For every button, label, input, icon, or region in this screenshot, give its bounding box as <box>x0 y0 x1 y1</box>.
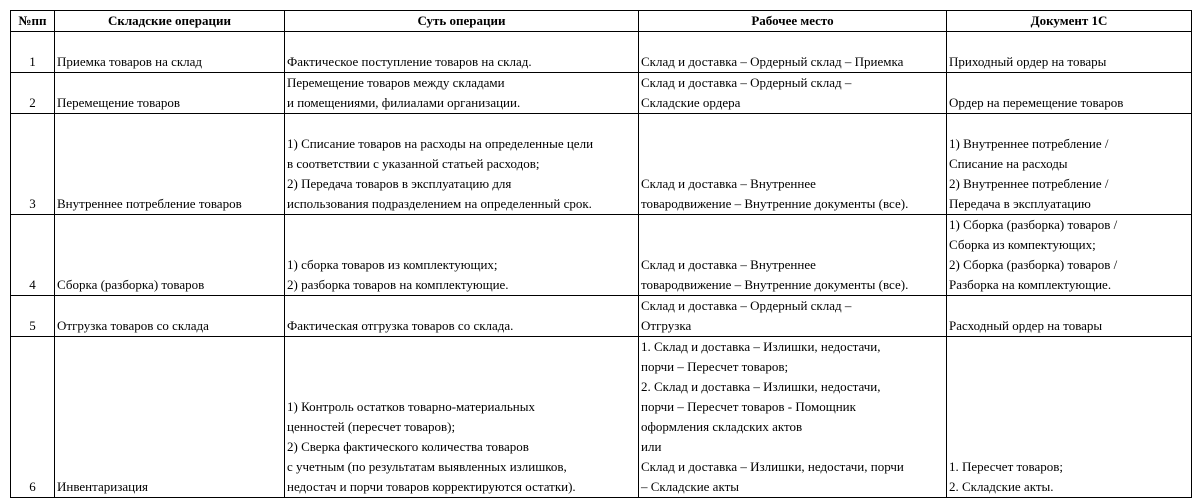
essence-line: 1) Списание товаров на расходы на определенные цели <box>287 136 594 151</box>
document-1c <box>947 114 1192 215</box>
header-operation: Складские операции <box>55 11 285 32</box>
document-1c <box>947 215 1192 296</box>
workplace-line: Отгрузка <box>641 318 692 333</box>
header-row <box>11 11 1192 32</box>
header-num: №пп <box>11 11 55 32</box>
row-num: 6 <box>11 337 55 498</box>
workplace <box>639 114 947 215</box>
document-line: Расходный ордер на товары <box>949 318 1103 333</box>
document-1c <box>947 32 1192 73</box>
essence-line: использования подразделением на определенный срок. <box>287 196 592 211</box>
workplace <box>639 337 947 498</box>
operation-essence <box>285 114 639 215</box>
essence-line: Перемещение товаров между складами <box>287 75 505 90</box>
header-essence: Суть операции <box>285 11 639 32</box>
workplace-line: Склад и доставка – Ордерный склад – Приемка <box>641 54 904 69</box>
essence-line: 1) Контроль остатков товарно-материальных <box>287 399 535 414</box>
essence-line: ценностей (пересчет товаров); <box>287 419 456 434</box>
table-row <box>11 215 1192 296</box>
document-line: Передача в эксплуатацию <box>949 196 1091 211</box>
table-row <box>11 114 1192 215</box>
workplace-line: Склад и доставка – Ордерный склад – <box>641 75 852 90</box>
workplace-line: порчи – Пересчет товаров - Помощник <box>641 399 856 414</box>
workplace <box>639 73 947 114</box>
essence-line: Фактическая отгрузка товаров со склада. <box>287 318 514 333</box>
operation-essence <box>285 296 639 337</box>
operation-name: Внутреннее потребление товаров <box>55 114 285 215</box>
essence-line: 2) Сверка фактического количества товаров <box>287 439 529 454</box>
operation-name: Сборка (разборка) товаров <box>55 215 285 296</box>
essence-line: и помещениями, филиалами организации. <box>287 95 521 110</box>
workplace <box>639 32 947 73</box>
workplace-line: Склад и доставка – Внутреннее <box>641 257 816 272</box>
document-1c <box>947 337 1192 498</box>
workplace-line: товародвижение – Внутренние документы (все). <box>641 196 909 211</box>
workplace-line: 2. Склад и доставка – Излишки, недостачи, <box>641 379 881 394</box>
workplace-line: оформления складских актов <box>641 419 803 434</box>
table-row <box>11 73 1192 114</box>
row-num: 5 <box>11 296 55 337</box>
workplace-line: или <box>641 439 662 454</box>
workplace-line: Склад и доставка – Ордерный склад – <box>641 298 852 313</box>
essence-line: 1) сборка товаров из комплектующих; <box>287 257 498 272</box>
document-line: 2) Сборка (разборка) товаров / <box>949 257 1118 272</box>
essence-line: 2) разборка товаров на комплектующие. <box>287 277 509 292</box>
workplace-line: Складские ордера <box>641 95 741 110</box>
document-1c <box>947 73 1192 114</box>
document-line: Сборка из компектующих; <box>949 237 1096 252</box>
operation-name: Приемка товаров на склад <box>55 32 285 73</box>
essence-line: с учетным (по результатам выявленных излишков, <box>287 459 567 474</box>
workplace <box>639 215 947 296</box>
operation-essence <box>285 337 639 498</box>
table-row <box>11 337 1192 498</box>
workplace-line: порчи – Пересчет товаров; <box>641 359 789 374</box>
document-1c <box>947 296 1192 337</box>
document-line: Разборка на комплектующие. <box>949 277 1112 292</box>
operation-name: Отгрузка товаров со склада <box>55 296 285 337</box>
row-num: 3 <box>11 114 55 215</box>
document-line: 1) Сборка (разборка) товаров / <box>949 217 1118 232</box>
essence-line: в соответствии с указанной статьей расходов; <box>287 156 540 171</box>
operation-essence <box>285 73 639 114</box>
workplace-line: 1. Склад и доставка – Излишки, недостачи, <box>641 339 881 354</box>
operation-name: Инвентаризация <box>55 337 285 498</box>
table-row <box>11 296 1192 337</box>
document-line: 1) Внутреннее потребление / <box>949 136 1109 151</box>
workplace <box>639 296 947 337</box>
row-num: 2 <box>11 73 55 114</box>
row-num: 4 <box>11 215 55 296</box>
workplace-line: – Складские акты <box>641 479 740 494</box>
operation-essence <box>285 32 639 73</box>
document-line: 2) Внутреннее потребление / <box>949 176 1109 191</box>
document-line: Списание на расходы <box>949 156 1068 171</box>
workplace-line: Склад и доставка – Излишки, недостачи, порчи <box>641 459 904 474</box>
essence-line: 2) Передача товаров в эксплуатацию для <box>287 176 512 191</box>
header-workplace: Рабочее место <box>639 11 947 32</box>
document-line: Ордер на перемещение товаров <box>949 95 1124 110</box>
row-num: 1 <box>11 32 55 73</box>
essence-line: Фактическое поступление товаров на склад. <box>287 54 532 69</box>
operation-essence <box>285 215 639 296</box>
header-document: Документ 1С <box>947 11 1192 32</box>
document-line: 1. Пересчет товаров; <box>949 459 1063 474</box>
document-line: 2. Складские акты. <box>949 479 1054 494</box>
workplace-line: товародвижение – Внутренние документы (все). <box>641 277 909 292</box>
essence-line: недостач и порчи товаров корректируются остатки). <box>287 479 576 494</box>
warehouse-operations-table <box>10 10 1192 498</box>
operation-name: Перемещение товаров <box>55 73 285 114</box>
document-line: Приходный ордер на товары <box>949 54 1107 69</box>
workplace-line: Склад и доставка – Внутреннее <box>641 176 816 191</box>
table-row <box>11 32 1192 73</box>
